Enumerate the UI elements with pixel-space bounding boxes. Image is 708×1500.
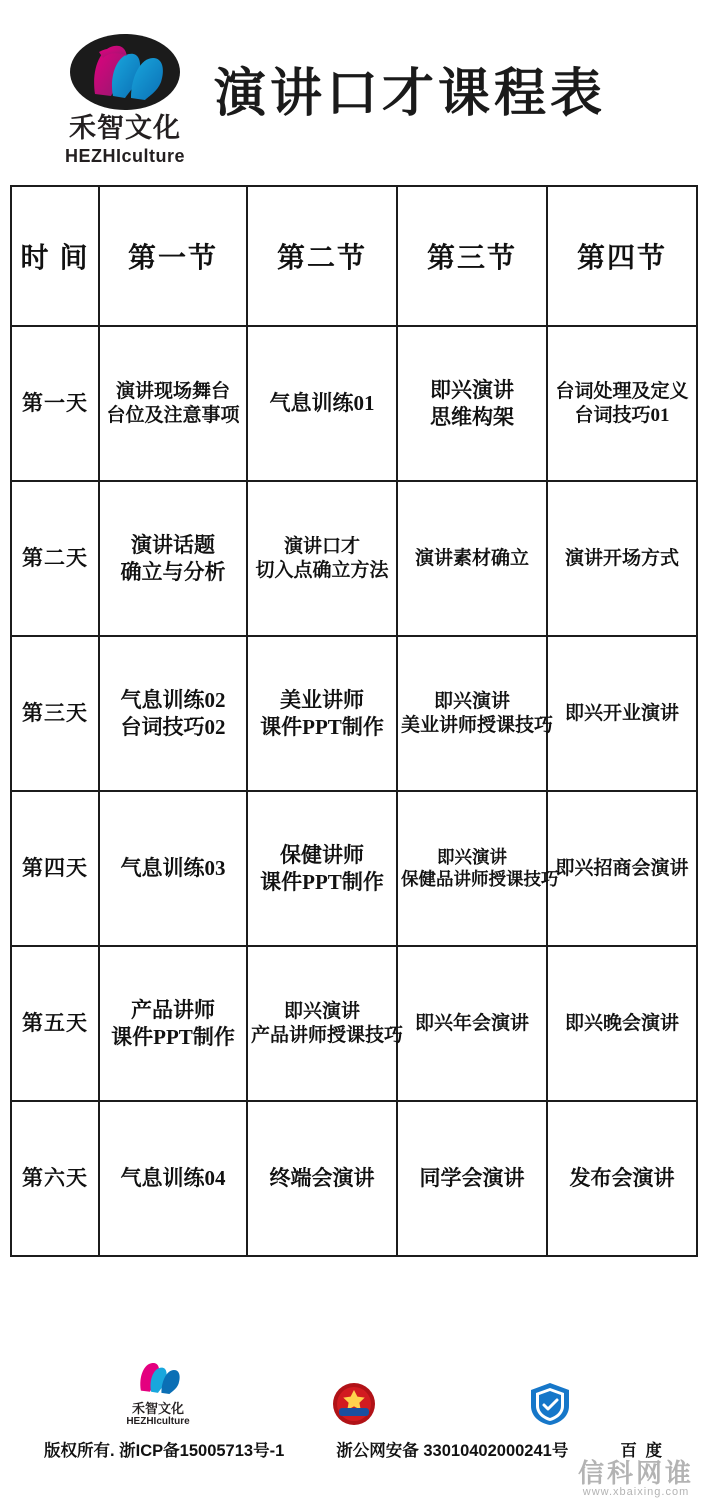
page-header <box>0 0 708 185</box>
schedule-table <box>10 185 698 1257</box>
session-cell <box>247 791 397 946</box>
session-cell <box>99 481 247 636</box>
session-line: 思维构架 <box>430 404 514 429</box>
schedule-table-wrapper <box>0 185 708 1257</box>
session-cell <box>397 946 547 1101</box>
page-title: 演讲口才课程表 <box>214 66 607 123</box>
header-period-4: 第四节 <box>547 186 697 326</box>
session-cell <box>547 1101 697 1256</box>
session-line: 演讲话题 <box>131 533 215 558</box>
session-line: 课件PPT制作 <box>111 1024 235 1049</box>
footer-icon-row <box>0 1335 708 1427</box>
day-label: 第二天 <box>11 481 99 636</box>
day-label: 第五天 <box>11 946 99 1101</box>
session-cell <box>547 326 697 481</box>
table-row <box>11 946 697 1101</box>
day-label: 第三天 <box>11 636 99 791</box>
session-cell <box>547 636 697 791</box>
session-line: 台位及注意事项 <box>106 404 240 426</box>
watermark-title: 信科网谁 <box>577 1458 694 1488</box>
session-line: 即兴演讲 <box>437 846 507 867</box>
session-line: 台词技巧01 <box>574 404 670 426</box>
session-cell <box>247 326 397 481</box>
session-line: 演讲口才 <box>283 535 360 557</box>
hezhi-logo-icon <box>126 1355 190 1401</box>
session-cell <box>397 636 554 791</box>
table-row <box>11 481 697 636</box>
table-row <box>11 1101 697 1256</box>
session-line: 即兴开业演讲 <box>564 702 679 724</box>
footer-trust-shield <box>490 1381 610 1427</box>
brand-sub: HEZHIculture <box>64 145 185 166</box>
table-header-row <box>11 186 697 326</box>
session-cell <box>547 946 697 1101</box>
session-cell <box>547 791 697 946</box>
session-line: 即兴年会演讲 <box>414 1012 529 1034</box>
copyright-text: 版权所有. 浙ICP备15005713号-1 <box>44 1442 285 1460</box>
police-badge-icon <box>331 1381 377 1427</box>
session-line: 保健品讲师授课技巧 <box>401 868 559 889</box>
baidu-link[interactable]: 百 度 <box>620 1442 664 1460</box>
session-line: 即兴招商会演讲 <box>555 857 689 879</box>
session-line: 切入点确立方法 <box>255 559 389 581</box>
footer-hezhi-logo <box>98 1355 218 1427</box>
session-line: 台词处理及定义 <box>555 380 689 402</box>
session-cell <box>99 636 247 791</box>
session-line: 即兴演讲 <box>430 378 514 403</box>
session-cell <box>99 791 247 946</box>
session-cell <box>397 791 559 946</box>
session-line: 演讲现场舞台 <box>115 380 230 402</box>
footer-brand-name: 禾智文化 <box>131 1400 184 1416</box>
session-line: 产品讲师 <box>131 998 215 1023</box>
session-line: 美业讲师 <box>280 688 364 713</box>
header-period-3: 第三节 <box>397 186 547 326</box>
day-label: 第四天 <box>11 791 99 946</box>
session-line: 保健讲师 <box>280 843 364 868</box>
footer-text-row <box>0 1427 708 1461</box>
footer-police-badge <box>294 1381 414 1427</box>
session-line: 课件PPT制作 <box>260 714 384 739</box>
session-line: 气息训练03 <box>120 856 226 881</box>
session-cell <box>247 1101 397 1256</box>
session-cell <box>397 1101 547 1256</box>
watermark <box>578 1460 694 1498</box>
hezhi-wave-logo-icon <box>69 32 181 112</box>
day-label: 第六天 <box>11 1101 99 1256</box>
session-line: 确立与分析 <box>120 559 226 584</box>
session-cell <box>99 946 247 1101</box>
session-line: 产品讲师授课技巧 <box>251 1024 404 1046</box>
day-label: 第一天 <box>11 326 99 481</box>
watermark-url: www.xbaixing.com <box>582 1486 690 1498</box>
session-line: 气息训练04 <box>120 1166 226 1191</box>
header-period-2: 第二节 <box>247 186 397 326</box>
page-footer <box>0 1335 708 1500</box>
session-line: 即兴晚会演讲 <box>564 1012 679 1034</box>
session-line: 课件PPT制作 <box>260 869 384 894</box>
session-line: 演讲素材确立 <box>414 547 529 569</box>
brand-name: 禾智文化 <box>69 113 181 144</box>
session-line: 演讲开场方式 <box>564 547 679 569</box>
table-body <box>11 326 697 1256</box>
footer-brand-sub: HEZHIculture <box>126 1416 190 1427</box>
session-cell <box>247 636 397 791</box>
session-cell <box>547 481 697 636</box>
session-line: 气息训练01 <box>269 391 375 416</box>
session-line: 同学会演讲 <box>419 1166 525 1191</box>
session-cell <box>247 946 404 1101</box>
header-period-1: 第一节 <box>99 186 247 326</box>
table-row <box>11 636 697 791</box>
session-line: 即兴演讲 <box>433 690 510 712</box>
session-line: 发布会演讲 <box>569 1166 675 1191</box>
session-line: 终端会演讲 <box>269 1166 375 1191</box>
table-row <box>11 791 697 946</box>
trust-shield-icon <box>528 1381 572 1427</box>
session-cell <box>397 326 547 481</box>
header-time: 时 间 <box>11 186 99 326</box>
session-cell <box>99 1101 247 1256</box>
session-cell <box>247 481 397 636</box>
police-record-link[interactable]: 浙公网安备 33010402000241号 <box>336 1442 569 1460</box>
session-line: 台词技巧02 <box>120 714 226 739</box>
brand-logo <box>50 32 200 166</box>
session-line: 气息训练02 <box>120 688 226 713</box>
session-cell <box>99 326 247 481</box>
session-cell <box>397 481 547 636</box>
table-row <box>11 326 697 481</box>
session-line: 即兴演讲 <box>283 1000 360 1022</box>
session-line: 美业讲师授课技巧 <box>401 714 554 736</box>
